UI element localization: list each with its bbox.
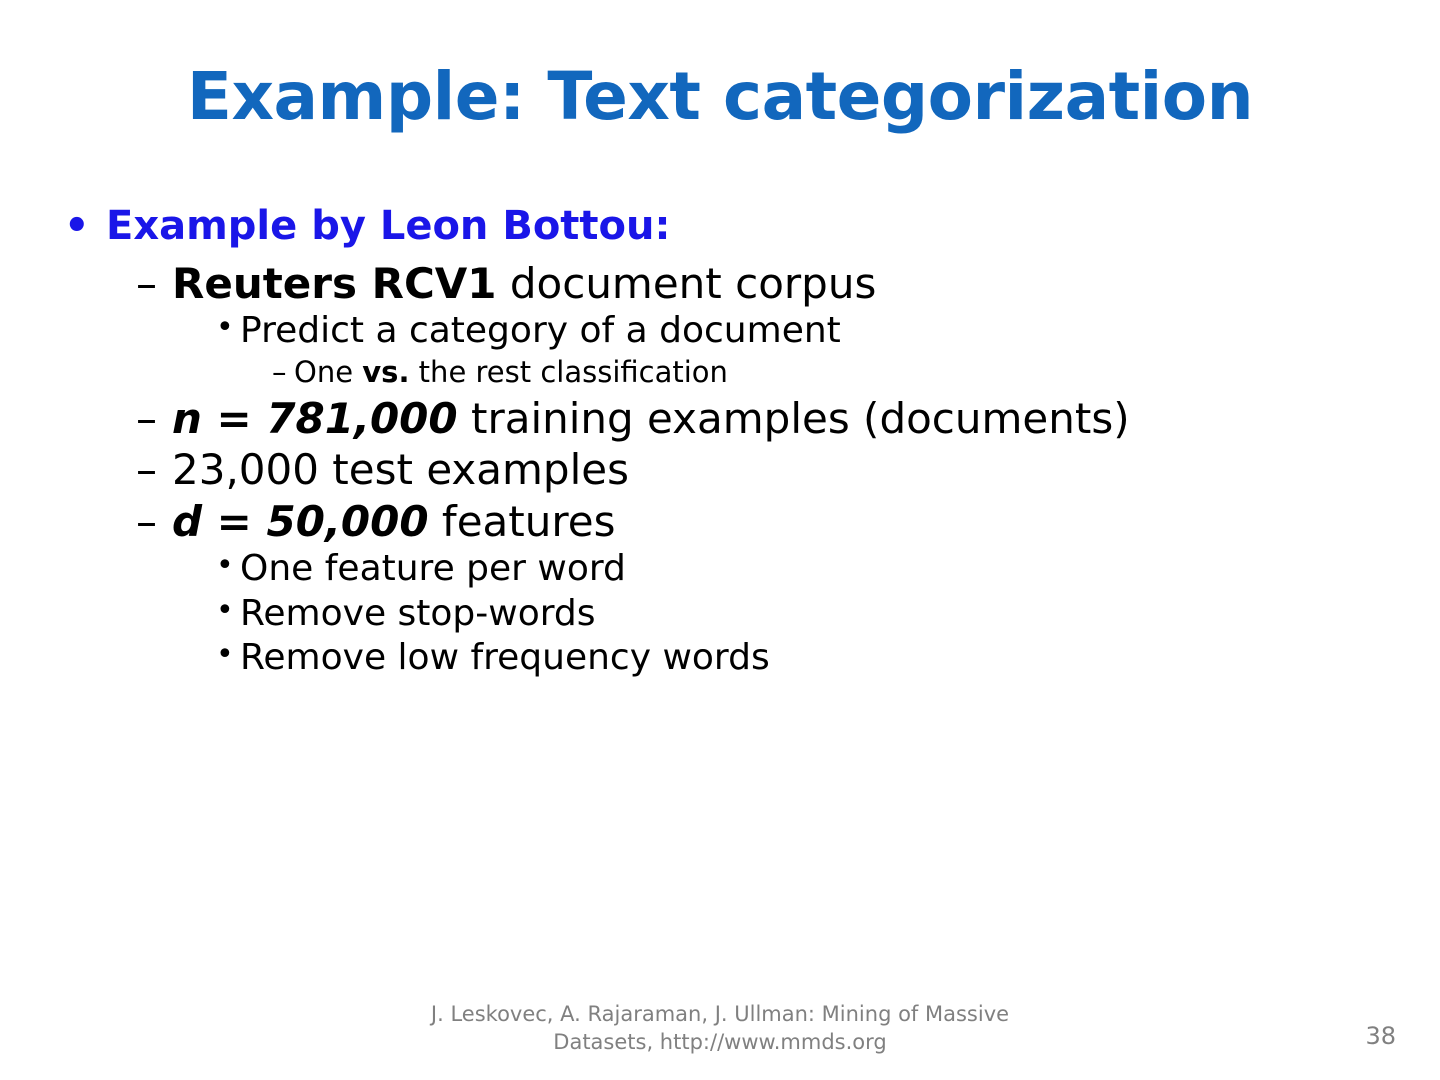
list-item-label: One feature per word — [240, 548, 626, 590]
list-item — [44, 637, 1404, 679]
dash-marker: – — [272, 354, 287, 389]
dash-marker: – — [136, 258, 157, 308]
list-item-emphasis: d = 50,000 — [172, 496, 429, 546]
bullet-marker: • — [64, 203, 90, 249]
page-title: Example: Text categorization — [186, 58, 1254, 135]
list-item — [44, 497, 1404, 547]
bullet-marker: • — [216, 637, 234, 673]
list-item-emphasis: Reuters RCV1 — [172, 258, 497, 308]
bullet-marker: • — [216, 310, 234, 346]
bullet-marker: • — [216, 548, 234, 584]
list-item — [44, 548, 1404, 590]
list-item — [44, 445, 1404, 495]
list-item — [44, 355, 1404, 390]
list-item-emphasis: vs. — [362, 354, 410, 389]
list-item — [44, 202, 1404, 251]
list-item-label: document corpus — [496, 258, 877, 308]
dash-marker: – — [136, 496, 157, 546]
list-item — [44, 310, 1404, 352]
bullet-marker: • — [216, 592, 234, 628]
page-number: 38 — [1365, 1022, 1396, 1050]
list-item — [44, 259, 1404, 309]
list-item-label-tail: the rest classification — [409, 354, 728, 389]
list-item-label: training examples (documents) — [457, 393, 1130, 443]
list-item-label: Example by Leon Bottou: — [106, 203, 671, 249]
footer-credit: J. Leskovec, A. Rajaraman, J. Ullman: Mining of Massive Datasets, http://www.mmds.org — [430, 1002, 1010, 1055]
dash-marker: – — [136, 393, 157, 443]
slide-body — [44, 202, 1404, 682]
list-item-label: Remove low frequency words — [240, 637, 770, 679]
list-item-emphasis: n = 781,000 — [172, 393, 458, 443]
list-item-label: Predict a category of a document — [240, 310, 841, 352]
list-item-label: features — [428, 496, 616, 546]
dash-marker: – — [136, 445, 157, 495]
list-item-label: Remove stop-words — [240, 592, 596, 634]
list-item — [44, 593, 1404, 635]
list-item-label: 23,000 test examples — [172, 445, 629, 495]
list-item — [44, 394, 1404, 444]
list-item-label: One — [294, 354, 363, 389]
